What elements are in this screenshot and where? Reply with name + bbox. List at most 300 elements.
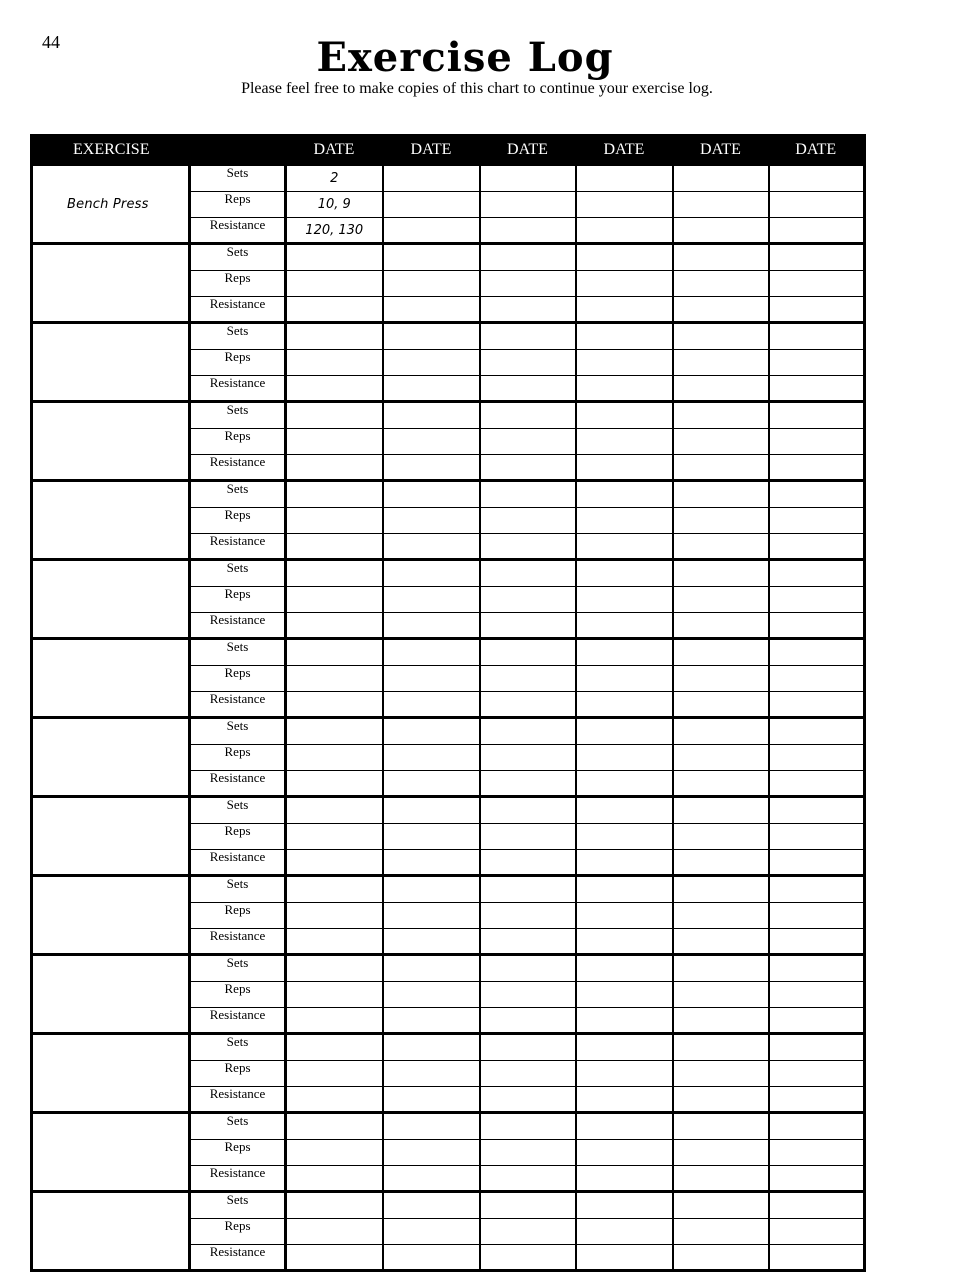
log-value-cell[interactable] — [769, 587, 865, 613]
log-value-cell[interactable] — [673, 429, 769, 455]
log-value-cell[interactable] — [673, 982, 769, 1008]
log-value-cell[interactable] — [576, 718, 673, 745]
log-value-cell[interactable] — [769, 271, 865, 297]
log-value-cell[interactable] — [769, 613, 865, 639]
log-value-cell[interactable] — [673, 1140, 769, 1166]
log-value-cell[interactable] — [769, 1113, 865, 1140]
log-value-cell[interactable] — [673, 692, 769, 718]
log-value-cell[interactable] — [480, 1245, 576, 1271]
log-value-cell[interactable] — [480, 323, 576, 350]
log-value-cell[interactable] — [286, 1034, 383, 1061]
log-value-cell[interactable] — [286, 534, 383, 560]
log-value-cell[interactable] — [769, 1192, 865, 1219]
log-value-cell[interactable] — [673, 639, 769, 666]
log-value-cell[interactable] — [576, 323, 673, 350]
log-value-cell[interactable] — [673, 560, 769, 587]
log-value-cell[interactable] — [286, 666, 383, 692]
log-value-cell[interactable] — [480, 1166, 576, 1192]
log-value-cell[interactable] — [383, 481, 480, 508]
log-value-cell[interactable] — [576, 955, 673, 982]
log-value-cell[interactable] — [480, 1140, 576, 1166]
log-value-cell[interactable] — [480, 745, 576, 771]
log-value-cell[interactable] — [576, 481, 673, 508]
table-row — [32, 955, 865, 982]
log-value-cell[interactable] — [673, 1034, 769, 1061]
log-value-cell[interactable]: 10, 9 — [286, 192, 383, 218]
log-value-cell[interactable] — [769, 797, 865, 824]
log-value-cell[interactable] — [286, 771, 383, 797]
log-value-cell[interactable] — [286, 718, 383, 745]
log-value-cell[interactable] — [383, 1192, 480, 1219]
log-value-cell[interactable] — [769, 192, 865, 218]
log-value-cell[interactable] — [383, 1140, 480, 1166]
log-value-cell[interactable] — [769, 1008, 865, 1034]
log-value-cell[interactable] — [769, 876, 865, 903]
log-value-cell[interactable] — [480, 376, 576, 402]
log-value-cell[interactable] — [383, 218, 480, 244]
log-value-cell[interactable] — [480, 850, 576, 876]
header-date: DATE — [286, 136, 383, 165]
log-value-cell[interactable] — [769, 508, 865, 534]
log-value-cell[interactable] — [576, 165, 673, 192]
log-value-cell[interactable] — [286, 745, 383, 771]
log-value-cell[interactable] — [286, 982, 383, 1008]
log-value-cell[interactable] — [576, 797, 673, 824]
log-value-cell[interactable] — [673, 824, 769, 850]
metric-label: Sets — [190, 560, 286, 587]
log-value-cell[interactable] — [383, 508, 480, 534]
log-value-cell[interactable] — [286, 1219, 383, 1245]
log-value-cell[interactable] — [769, 350, 865, 376]
log-value-cell[interactable] — [673, 1008, 769, 1034]
log-value-cell[interactable] — [673, 850, 769, 876]
log-value-cell[interactable] — [286, 1166, 383, 1192]
log-value-cell[interactable] — [480, 692, 576, 718]
log-value-cell[interactable] — [383, 718, 480, 745]
log-value-cell[interactable] — [480, 639, 576, 666]
log-value-cell[interactable] — [286, 850, 383, 876]
log-value-cell[interactable] — [673, 1219, 769, 1245]
log-value-cell[interactable] — [673, 771, 769, 797]
log-value-cell[interactable] — [576, 613, 673, 639]
log-value-cell[interactable] — [769, 1061, 865, 1087]
exercise-name-cell[interactable] — [32, 1113, 190, 1192]
log-value-cell[interactable] — [480, 271, 576, 297]
log-value-cell[interactable] — [769, 244, 865, 271]
log-value-cell[interactable] — [576, 692, 673, 718]
log-value-cell[interactable] — [480, 876, 576, 903]
log-value-cell[interactable] — [576, 666, 673, 692]
log-value-cell[interactable] — [576, 1192, 673, 1219]
exercise-name-cell[interactable] — [32, 876, 190, 955]
log-value-cell[interactable] — [383, 903, 480, 929]
log-value-cell[interactable] — [576, 1140, 673, 1166]
log-value-cell[interactable] — [673, 218, 769, 244]
exercise-log-body — [32, 165, 865, 1271]
log-value-cell[interactable] — [576, 376, 673, 402]
log-value-cell[interactable] — [673, 297, 769, 323]
log-value-cell[interactable] — [576, 1061, 673, 1087]
log-value-cell[interactable] — [480, 929, 576, 955]
exercise-name-cell[interactable] — [32, 481, 190, 560]
log-value-cell[interactable]: 120, 130 — [286, 218, 383, 244]
log-value-cell[interactable] — [480, 1219, 576, 1245]
log-value-cell[interactable] — [576, 192, 673, 218]
metric-label: Sets — [190, 718, 286, 745]
log-value-cell[interactable] — [480, 1008, 576, 1034]
log-value-cell[interactable] — [383, 1219, 480, 1245]
log-value-cell[interactable] — [769, 1219, 865, 1245]
log-value-cell[interactable] — [480, 1061, 576, 1087]
log-value-cell[interactable] — [769, 666, 865, 692]
metric-label: Reps — [190, 271, 286, 297]
log-value-cell[interactable] — [769, 850, 865, 876]
log-value-cell[interactable] — [769, 692, 865, 718]
log-value-cell[interactable] — [286, 244, 383, 271]
log-value-cell[interactable] — [286, 455, 383, 481]
log-value-cell[interactable] — [769, 718, 865, 745]
log-value-cell[interactable] — [769, 982, 865, 1008]
metric-label: Sets — [190, 639, 286, 666]
log-value-cell[interactable] — [286, 1245, 383, 1271]
log-value-cell[interactable] — [286, 323, 383, 350]
header-date: DATE — [480, 136, 576, 165]
log-value-cell[interactable] — [383, 797, 480, 824]
log-value-cell[interactable] — [480, 165, 576, 192]
exercise-name-cell[interactable] — [32, 1034, 190, 1113]
log-value-cell[interactable] — [673, 192, 769, 218]
log-value-cell[interactable] — [480, 481, 576, 508]
log-value-cell[interactable] — [480, 1034, 576, 1061]
log-value-cell[interactable] — [383, 850, 480, 876]
log-value-cell[interactable] — [673, 1061, 769, 1087]
log-value-cell[interactable] — [673, 613, 769, 639]
log-value-cell[interactable] — [480, 718, 576, 745]
log-value-cell[interactable] — [576, 745, 673, 771]
metric-label: Reps — [190, 666, 286, 692]
log-value-cell[interactable] — [286, 1087, 383, 1113]
log-value-cell[interactable] — [673, 1245, 769, 1271]
log-value-cell[interactable] — [576, 1166, 673, 1192]
metric-label: Reps — [190, 587, 286, 613]
log-value-cell[interactable] — [383, 244, 480, 271]
log-value-cell[interactable] — [286, 639, 383, 666]
metric-label: Resistance — [190, 376, 286, 402]
log-value-cell[interactable] — [480, 666, 576, 692]
metric-label: Resistance — [190, 1166, 286, 1192]
page-number: 44 — [42, 32, 60, 52]
log-value-cell[interactable] — [576, 429, 673, 455]
log-value-cell[interactable] — [576, 850, 673, 876]
log-value-cell[interactable] — [383, 455, 480, 481]
log-value-cell[interactable] — [383, 771, 480, 797]
metric-label: Reps — [190, 1140, 286, 1166]
log-value-cell[interactable] — [673, 929, 769, 955]
log-value-cell[interactable] — [769, 560, 865, 587]
metric-label: Reps — [190, 508, 286, 534]
log-value-cell[interactable] — [480, 1087, 576, 1113]
log-value-cell[interactable] — [383, 429, 480, 455]
metric-label: Sets — [190, 797, 286, 824]
log-value-cell[interactable] — [480, 508, 576, 534]
log-value-cell[interactable] — [576, 1219, 673, 1245]
log-value-cell[interactable] — [576, 587, 673, 613]
log-value-cell[interactable] — [480, 1192, 576, 1219]
log-value-cell[interactable] — [673, 402, 769, 429]
log-value-cell[interactable] — [383, 929, 480, 955]
exercise-name-cell[interactable] — [32, 165, 190, 244]
log-value-cell[interactable] — [576, 876, 673, 903]
log-value-cell[interactable] — [383, 1245, 480, 1271]
log-value-cell[interactable] — [769, 771, 865, 797]
log-value-cell[interactable] — [286, 1192, 383, 1219]
log-value-cell[interactable] — [769, 402, 865, 429]
log-value-cell[interactable] — [576, 402, 673, 429]
log-value-cell[interactable] — [383, 639, 480, 666]
log-value-cell[interactable] — [383, 745, 480, 771]
log-value-cell[interactable] — [286, 903, 383, 929]
log-value-cell[interactable] — [286, 824, 383, 850]
log-value-cell[interactable] — [383, 534, 480, 560]
exercise-name-cell[interactable] — [32, 639, 190, 718]
table-row — [32, 165, 865, 192]
log-value-cell[interactable] — [480, 1113, 576, 1140]
log-value-cell[interactable] — [576, 929, 673, 955]
header-date: DATE — [383, 136, 480, 165]
metric-label: Sets — [190, 1192, 286, 1219]
log-value-cell[interactable] — [673, 165, 769, 192]
log-value-cell[interactable] — [769, 903, 865, 929]
log-value-cell[interactable] — [480, 613, 576, 639]
log-value-cell[interactable] — [480, 350, 576, 376]
log-value-cell[interactable] — [286, 955, 383, 982]
log-value-cell[interactable] — [480, 982, 576, 1008]
log-value-cell[interactable] — [383, 350, 480, 376]
log-value-cell[interactable] — [383, 666, 480, 692]
log-value-cell[interactable] — [769, 481, 865, 508]
exercise-name-cell[interactable] — [32, 1192, 190, 1271]
log-value-cell[interactable] — [286, 1113, 383, 1140]
log-value-cell[interactable] — [383, 165, 480, 192]
log-value-cell[interactable] — [576, 1087, 673, 1113]
log-value-cell[interactable] — [576, 218, 673, 244]
log-value-cell[interactable] — [673, 1192, 769, 1219]
exercise-name: Bench Press — [67, 197, 149, 212]
log-value-cell[interactable] — [383, 1087, 480, 1113]
log-value-cell[interactable] — [286, 613, 383, 639]
log-value-cell[interactable] — [576, 534, 673, 560]
log-value-cell[interactable] — [383, 955, 480, 982]
table-row — [32, 1192, 865, 1219]
log-value-cell[interactable] — [673, 455, 769, 481]
log-value-cell[interactable] — [576, 1113, 673, 1140]
log-value-cell[interactable] — [286, 508, 383, 534]
log-value-cell[interactable] — [576, 508, 673, 534]
log-value-cell[interactable] — [673, 323, 769, 350]
log-value-cell[interactable] — [673, 244, 769, 271]
log-value-cell[interactable] — [769, 1140, 865, 1166]
table-row — [32, 323, 865, 350]
metric-label: Resistance — [190, 455, 286, 481]
log-value-cell[interactable] — [673, 745, 769, 771]
log-value-cell[interactable] — [673, 1113, 769, 1140]
log-value-cell[interactable] — [480, 455, 576, 481]
log-value-cell[interactable] — [383, 1034, 480, 1061]
log-value-cell[interactable] — [286, 929, 383, 955]
log-value-cell[interactable] — [480, 429, 576, 455]
exercise-name-cell[interactable] — [32, 323, 190, 402]
log-value-cell[interactable] — [286, 402, 383, 429]
log-value-cell[interactable] — [769, 1034, 865, 1061]
log-value-cell[interactable] — [480, 797, 576, 824]
log-value-cell[interactable] — [383, 613, 480, 639]
exercise-name-cell[interactable] — [32, 560, 190, 639]
log-value-cell[interactable] — [673, 718, 769, 745]
log-value-cell[interactable] — [286, 1140, 383, 1166]
log-value-cell[interactable] — [673, 955, 769, 982]
log-value-cell[interactable] — [769, 745, 865, 771]
log-value-cell[interactable] — [769, 323, 865, 350]
log-value-cell[interactable] — [769, 955, 865, 982]
log-value-cell[interactable] — [673, 508, 769, 534]
log-value-cell[interactable] — [673, 903, 769, 929]
log-value-cell[interactable] — [769, 639, 865, 666]
log-value-cell[interactable] — [576, 824, 673, 850]
log-value-cell[interactable] — [383, 560, 480, 587]
log-value-cell[interactable] — [673, 876, 769, 903]
log-value-cell[interactable] — [286, 271, 383, 297]
table-row — [32, 481, 865, 508]
log-value-cell[interactable] — [383, 692, 480, 718]
log-value-cell[interactable] — [576, 982, 673, 1008]
log-value-cell[interactable] — [383, 1008, 480, 1034]
log-value-cell[interactable] — [769, 1166, 865, 1192]
metric-label: Resistance — [190, 929, 286, 955]
log-value-cell[interactable] — [383, 271, 480, 297]
log-value-cell[interactable] — [576, 771, 673, 797]
log-value-cell[interactable] — [769, 218, 865, 244]
log-value-cell[interactable] — [480, 955, 576, 982]
log-value-cell[interactable] — [769, 297, 865, 323]
log-value-cell[interactable] — [286, 429, 383, 455]
log-value-cell[interactable] — [383, 1061, 480, 1087]
log-value-cell[interactable] — [286, 692, 383, 718]
log-value-cell[interactable] — [576, 903, 673, 929]
metric-label: Resistance — [190, 1245, 286, 1271]
log-value-cell[interactable] — [673, 797, 769, 824]
log-value-cell[interactable] — [383, 824, 480, 850]
metric-label: Sets — [190, 1034, 286, 1061]
log-value-cell[interactable] — [480, 587, 576, 613]
log-value-cell[interactable] — [480, 192, 576, 218]
log-value-cell[interactable] — [673, 534, 769, 560]
log-value-cell[interactable] — [673, 587, 769, 613]
log-value-cell[interactable]: 2 — [286, 165, 383, 192]
metric-label: Resistance — [190, 218, 286, 244]
log-value-cell[interactable] — [383, 376, 480, 402]
log-value-cell[interactable] — [480, 824, 576, 850]
log-value-cell[interactable] — [576, 297, 673, 323]
log-value-cell[interactable] — [286, 797, 383, 824]
log-value-cell[interactable] — [576, 1034, 673, 1061]
log-value-cell[interactable] — [383, 297, 480, 323]
log-value-cell[interactable] — [286, 297, 383, 323]
log-value-cell[interactable] — [286, 1008, 383, 1034]
log-value-cell[interactable] — [673, 271, 769, 297]
log-value-cell[interactable] — [286, 560, 383, 587]
log-value-cell[interactable] — [769, 929, 865, 955]
log-value-cell[interactable] — [769, 165, 865, 192]
log-value-cell[interactable] — [286, 876, 383, 903]
log-value-cell[interactable] — [576, 455, 673, 481]
log-value-cell[interactable] — [576, 639, 673, 666]
exercise-name-cell[interactable] — [32, 244, 190, 323]
log-value-cell[interactable] — [383, 982, 480, 1008]
log-value-cell[interactable] — [383, 587, 480, 613]
log-value-cell[interactable] — [769, 1087, 865, 1113]
log-value-cell[interactable] — [673, 376, 769, 402]
table-row — [32, 876, 865, 903]
log-value-cell[interactable] — [480, 297, 576, 323]
log-value-cell[interactable] — [769, 429, 865, 455]
log-value-cell[interactable] — [673, 1166, 769, 1192]
log-value-cell[interactable] — [480, 534, 576, 560]
log-value-cell[interactable] — [576, 1008, 673, 1034]
log-value-cell[interactable] — [769, 534, 865, 560]
log-value-cell[interactable] — [383, 192, 480, 218]
log-value-cell[interactable] — [673, 481, 769, 508]
log-value-cell[interactable] — [769, 824, 865, 850]
log-value-cell[interactable] — [673, 666, 769, 692]
exercise-name-cell[interactable] — [32, 402, 190, 481]
log-value-cell[interactable] — [383, 323, 480, 350]
exercise-name-cell[interactable] — [32, 797, 190, 876]
log-value-cell[interactable] — [480, 903, 576, 929]
exercise-name-cell[interactable] — [32, 718, 190, 797]
log-value-cell[interactable] — [286, 587, 383, 613]
log-value-cell[interactable] — [480, 244, 576, 271]
log-value-cell[interactable] — [576, 271, 673, 297]
log-value-cell[interactable] — [769, 455, 865, 481]
log-value-cell[interactable] — [480, 218, 576, 244]
log-value-cell[interactable] — [286, 350, 383, 376]
log-value-cell[interactable] — [576, 350, 673, 376]
log-value-cell[interactable] — [769, 1245, 865, 1271]
log-value-cell[interactable] — [383, 876, 480, 903]
log-value-cell[interactable] — [286, 376, 383, 402]
log-value-cell[interactable] — [480, 560, 576, 587]
log-value-cell[interactable] — [286, 481, 383, 508]
log-value-cell[interactable] — [769, 376, 865, 402]
exercise-name-cell[interactable] — [32, 955, 190, 1034]
metric-label: Reps — [190, 1061, 286, 1087]
metric-label: Reps — [190, 350, 286, 376]
log-value-cell[interactable] — [673, 350, 769, 376]
metric-label: Sets — [190, 481, 286, 508]
log-value-cell[interactable] — [383, 1166, 480, 1192]
log-value-cell[interactable] — [480, 402, 576, 429]
metric-label: Resistance — [190, 297, 286, 323]
log-value-cell[interactable] — [480, 771, 576, 797]
metric-label: Sets — [190, 323, 286, 350]
log-value-cell[interactable] — [576, 244, 673, 271]
log-value-cell[interactable] — [576, 1245, 673, 1271]
log-value-cell[interactable] — [383, 1113, 480, 1140]
log-value-cell[interactable] — [673, 1087, 769, 1113]
log-value-cell[interactable] — [576, 560, 673, 587]
log-value-cell[interactable] — [286, 1061, 383, 1087]
log-value-cell[interactable] — [383, 402, 480, 429]
